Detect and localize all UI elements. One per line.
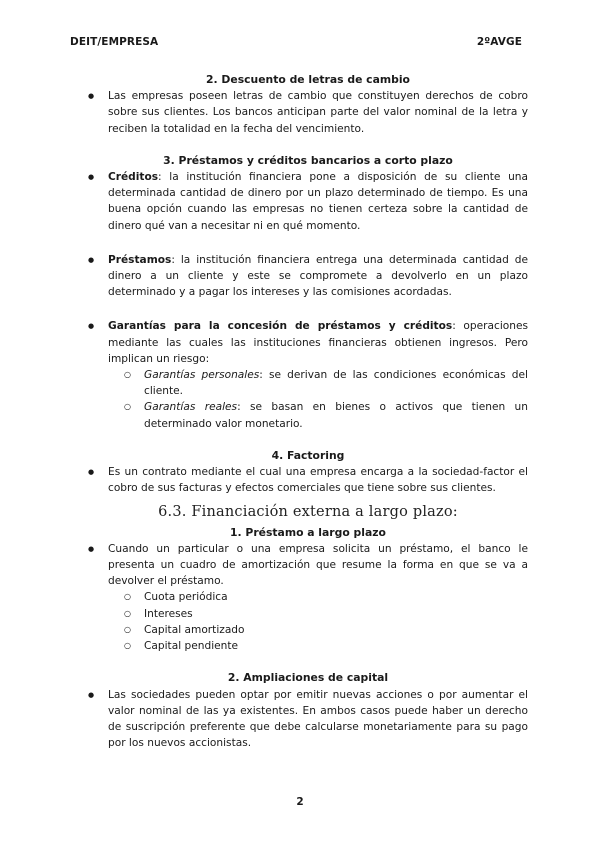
term-personales: Garantías personales — [144, 369, 260, 382]
list-item-creditos — [88, 169, 528, 234]
list-garantias — [88, 318, 528, 367]
list-factoring — [88, 464, 528, 496]
list-item-prestamos — [88, 252, 528, 301]
list-descuento — [88, 88, 528, 137]
list-prestamos-corto — [88, 169, 528, 234]
text-garantias: : operaciones mediante las cuales las instituciones financieras obtienen ingresos. Pero implican un riesgo: — [108, 320, 528, 365]
sublist-amortizacion — [88, 589, 528, 654]
page-number: 2 — [296, 796, 304, 808]
list-item-garantias — [88, 318, 528, 367]
list-item: ● Las sociedades pueden optar por emitir nuevas acciones o por aumentar el valor nominal de las ya existentes. En ambos casos puede haber un derecho de suscripción preferente que debe calcularse monetariamente para su pago por los nuevos accionistas. — [88, 687, 528, 752]
list-prestamos — [88, 252, 528, 301]
sublist-item: ○ Capital amortizado — [124, 622, 528, 638]
term-prestamos: Préstamos — [108, 253, 172, 266]
sublist-item: ○ Cuota periódica — [124, 589, 528, 605]
text-prestamos: : la institución financiera entrega una determinada cantidad de dinero a un cliente y este se compromete a devolverlo en un plazo determinado y a pagar los intereses y las comisiones acordadas. — [108, 253, 528, 299]
sublist-garantias — [88, 367, 528, 432]
term-garantias: Garantías para la concesión de préstamos y créditos — [108, 320, 453, 333]
list-ampliaciones — [88, 687, 528, 752]
header-right: 2ºAVGE — [476, 36, 522, 48]
section-title-factoring: 4. Factoring — [271, 448, 345, 462]
list-prestamo-largo — [88, 541, 528, 590]
term-reales: Garantías reales — [144, 401, 238, 414]
text-personales: : se derivan de las condiciones económicas del cliente. — [144, 369, 528, 398]
header-left: DEIT/EMPRESA — [70, 36, 159, 48]
document-body — [88, 72, 528, 751]
sublist-item-reales — [124, 399, 528, 431]
sublist-item: ○ Intereses — [124, 606, 528, 622]
chapter-title-largo-plazo: 6.3. Financiación externa a largo plazo: — [158, 504, 458, 521]
section-title-prestamos-corto: 3. Préstamos y créditos bancarios a corto plazo — [163, 153, 453, 167]
section-title-ampliaciones: 2. Ampliaciones de capital — [227, 671, 389, 685]
section-title-descuento: 2. Descuento de letras de cambio — [206, 73, 410, 86]
page-header — [70, 36, 522, 48]
list-item: ● Es un contrato mediante el cual una empresa encarga a la sociedad-factor el cobro de sus facturas y efectos comerciales que tiene sobre sus clientes. — [88, 464, 528, 496]
sublist-item: ○ Capital pendiente — [124, 638, 528, 654]
list-item: ● Las empresas poseen letras de cambio que constituyen derechos de cobro sobre sus clientes. Los bancos anticipan parte del valor nominal de la letra y reciben la totalidad en la fecha del vencimiento. — [88, 88, 528, 137]
list-item: ● Cuando un particular o una empresa solicita un préstamo, el banco le presenta un cuadro de amortización que resume la forma en que se va a devolver el préstamo. — [88, 541, 528, 590]
sublist-item-personales — [124, 367, 528, 399]
term-creditos: Créditos — [108, 171, 159, 184]
section-title-prestamo-largo: 1. Préstamo a largo plazo — [230, 525, 386, 539]
text-creditos: : la institución financiera pone a disposición de su cliente una determinada cantidad de dinero por un plazo determinado de tiempo. Es una buena opción cuando las empresas no tienen certeza sobre la cantidad de dinero qué van a necesitar ni en qué momento. — [108, 171, 528, 232]
text-reales: : se basan en bienes o activos que tienen un determinado valor monetario. — [144, 401, 528, 430]
